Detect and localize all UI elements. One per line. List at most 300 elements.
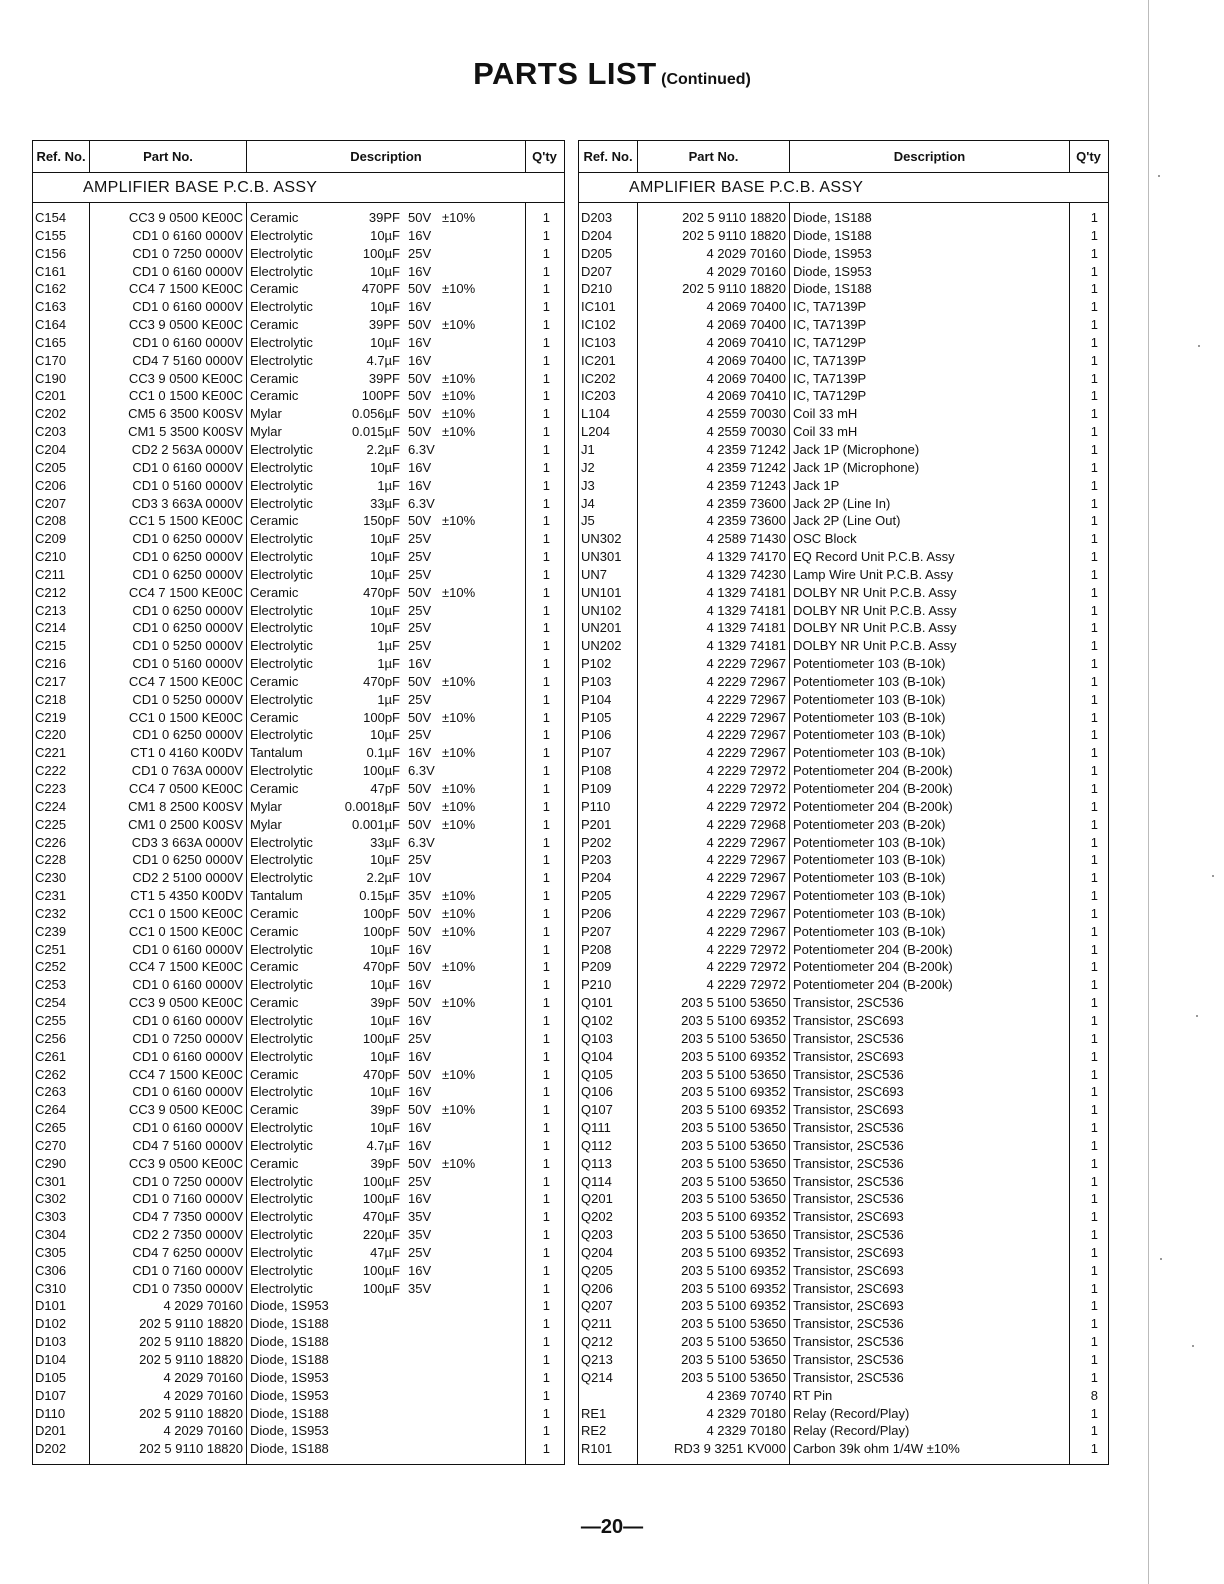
part-no-cell: RD3 9 3251 KV000: [673, 1441, 786, 1457]
description-cell: IC, TA7139P: [793, 317, 867, 333]
table-row: [33, 477, 564, 495]
description-cell: Transistor, 2SC536: [793, 1227, 904, 1243]
ref-cell: Q205: [581, 1262, 613, 1278]
part-no-cell: 4 2229 72968: [706, 816, 786, 832]
table-row: [33, 941, 564, 959]
qty-cell: 1: [542, 781, 550, 796]
parts-table-left: [32, 140, 565, 1465]
part-no-cell: 203 5 5100 53650: [681, 1227, 786, 1243]
desc-value: 100µF: [362, 763, 400, 779]
desc-value: 39pF: [370, 995, 400, 1011]
table-row: [33, 1315, 564, 1333]
desc-value: 0.015µF: [352, 424, 400, 440]
description-cell: Transistor, 2SC693: [793, 1298, 904, 1314]
qty-cell: 1: [1090, 477, 1098, 493]
description-cell: [246, 1048, 525, 1066]
desc-value: 0.1µF: [366, 745, 400, 761]
ref-cell: P107: [581, 745, 612, 761]
part-no-cell: 4 1329 74181: [706, 584, 786, 600]
qty-cell: 1: [542, 388, 550, 404]
ref-cell: Q103: [581, 1030, 613, 1046]
table-header: [33, 141, 564, 173]
description-cell: [246, 387, 525, 405]
desc-voltage: 50V: [408, 781, 432, 796]
ref-cell: Q213: [581, 1352, 613, 1367]
description-cell: Diode, 1S188: [793, 281, 872, 297]
part-no-cell: CD1 0 6160 0000V: [132, 299, 243, 315]
desc-type: Diode, 1S953: [250, 1387, 329, 1403]
description-cell: [246, 619, 525, 637]
description-cell: [246, 905, 525, 923]
qty-cell: 1: [1090, 1066, 1098, 1082]
ref-cell: R101: [581, 1441, 613, 1457]
table-row: [33, 816, 564, 834]
desc-tolerance: ±10%: [442, 1155, 476, 1171]
table-row: [579, 637, 1108, 655]
ref-cell: D204: [581, 227, 613, 243]
table-row: [579, 780, 1108, 798]
ref-cell: C156: [35, 245, 67, 261]
ref-cell: C210: [35, 549, 67, 565]
description-cell: DOLBY NR Unit P.C.B. Assy: [793, 638, 957, 654]
ref-cell: C306: [35, 1262, 67, 1278]
description-cell: [246, 227, 525, 245]
qty-cell: 1: [1090, 602, 1098, 618]
desc-voltage: 35V: [408, 1227, 432, 1243]
qty-cell: 1: [542, 1191, 550, 1207]
description-cell: Transistor, 2SC536: [793, 1173, 904, 1189]
desc-voltage: 25V: [408, 620, 432, 636]
table-row: [33, 619, 564, 637]
desc-voltage: 25V: [408, 852, 432, 868]
desc-value: 10µF: [370, 852, 400, 868]
ref-cell: C255: [35, 1012, 67, 1028]
qty-cell: 1: [542, 531, 550, 547]
description-cell: EQ Record Unit P.C.B. Assy: [793, 549, 955, 565]
description-cell: [246, 495, 525, 513]
part-no-cell: CD4 7 5160 0000V: [132, 352, 243, 368]
qty-cell: 1: [542, 1369, 550, 1385]
desc-value: 470PF: [361, 281, 400, 297]
description-cell: [246, 1119, 525, 1137]
part-no-cell: 4 2069 70400: [706, 317, 786, 333]
qty-cell: 1: [1090, 281, 1098, 297]
description-cell: Diode, 1S953: [793, 263, 872, 279]
description-cell: Potentiometer 204 (B-200k): [793, 977, 953, 993]
desc-value: 100pF: [363, 923, 400, 939]
qty-cell: 1: [1090, 1280, 1098, 1296]
ref-cell: C230: [35, 870, 67, 886]
desc-tolerance: ±10%: [442, 317, 476, 333]
margin-rule: [1148, 0, 1149, 1584]
desc-value: 33µF: [370, 834, 400, 850]
desc-type: Mylar: [250, 798, 282, 814]
desc-voltage: 50V: [408, 1102, 432, 1118]
part-no-cell: CC4 7 1500 KE00C: [128, 1066, 243, 1082]
table-row: [33, 1280, 564, 1298]
description-cell: Coil 33 mH: [793, 406, 858, 422]
part-no-cell: CC1 0 1500 KE00C: [128, 923, 243, 939]
desc-value: 1µF: [377, 656, 400, 672]
desc-tolerance: ±10%: [442, 281, 476, 297]
description-cell: Transistor, 2SC536: [793, 1030, 904, 1046]
description-cell: [246, 1405, 525, 1423]
description-cell: [246, 923, 525, 941]
table-row: [579, 887, 1108, 905]
table-row: [579, 1387, 1108, 1405]
qty-cell: 1: [1090, 1030, 1098, 1046]
scan-speck: [1198, 345, 1200, 347]
description-cell: Potentiometer 204 (B-200k): [793, 941, 953, 957]
ref-cell: P207: [581, 923, 612, 939]
desc-type: Electrolytic: [250, 1030, 313, 1046]
table-row: [33, 1119, 564, 1137]
desc-type: Electrolytic: [250, 1244, 313, 1260]
description-cell: Potentiometer 204 (B-200k): [793, 798, 953, 814]
table-row: [579, 1048, 1108, 1066]
ref-cell: C209: [35, 531, 67, 547]
desc-voltage: 50V: [408, 1155, 432, 1171]
description-cell: Potentiometer 103 (B-10k): [793, 870, 946, 886]
ref-cell: C253: [35, 977, 67, 993]
desc-type: Ceramic: [250, 959, 299, 975]
qty-cell: 1: [542, 1102, 550, 1118]
desc-type: Diode, 1S188: [250, 1441, 329, 1457]
table-row: [33, 1066, 564, 1084]
table-row: [33, 530, 564, 548]
table-row: [579, 1369, 1108, 1387]
table-row: [579, 762, 1108, 780]
desc-voltage: 6.3V: [408, 834, 435, 850]
description-cell: [246, 1137, 525, 1155]
part-no-cell: CD3 3 663A 0000V: [131, 495, 243, 511]
part-no-cell: CD1 0 6250 0000V: [132, 727, 243, 743]
title-suffix: (Continued): [661, 71, 751, 88]
part-no-cell: 4 2029 70160: [163, 1298, 243, 1314]
ref-cell: C261: [35, 1048, 67, 1064]
qty-cell: 1: [542, 673, 550, 689]
description-cell: [246, 1244, 525, 1262]
ref-cell: P110: [581, 798, 611, 814]
description-cell: Potentiometer 103 (B-10k): [793, 709, 946, 725]
part-no-cell: 4 2069 70400: [706, 352, 786, 368]
ref-cell: UN201: [581, 620, 622, 636]
desc-type: Electrolytic: [250, 1262, 313, 1278]
table-row: [579, 941, 1108, 959]
description-cell: IC, TA7129P: [793, 388, 867, 404]
desc-value: 10µF: [370, 549, 400, 565]
desc-value: 0.001µF: [352, 816, 400, 832]
desc-value: 470pF: [363, 584, 400, 600]
ref-cell: P210: [581, 977, 612, 993]
part-no-cell: 4 2029 70160: [163, 1387, 243, 1403]
desc-voltage: 25V: [408, 602, 432, 618]
part-no-cell: CD3 3 663A 0000V: [131, 834, 243, 850]
desc-value: 100pF: [363, 709, 400, 725]
table-row: [579, 958, 1108, 976]
desc-type: Diode, 1S188: [250, 1405, 329, 1421]
desc-type: Electrolytic: [250, 1012, 313, 1028]
part-no-cell: CC4 7 0500 KE00C: [128, 781, 243, 796]
table-row: [33, 495, 564, 513]
ref-cell: C214: [35, 620, 67, 636]
qty-cell: 1: [542, 406, 550, 422]
part-no-cell: 4 2069 70410: [706, 334, 786, 350]
desc-type: Electrolytic: [250, 1209, 313, 1225]
part-no-cell: 4 2029 70160: [163, 1423, 243, 1439]
description-cell: IC, TA7129P: [793, 334, 867, 350]
desc-value: 47µF: [370, 1244, 400, 1260]
desc-type: Electrolytic: [250, 531, 313, 547]
desc-voltage: 16V: [408, 1120, 432, 1136]
description-cell: Potentiometer 103 (B-10k): [793, 727, 946, 743]
qty-cell: 1: [542, 1316, 550, 1332]
qty-cell: 1: [542, 959, 550, 975]
part-no-cell: 203 5 5100 69352: [681, 1209, 786, 1225]
qty-cell: 1: [542, 1173, 550, 1189]
description-cell: [246, 958, 525, 976]
qty-cell: 1: [1090, 549, 1098, 565]
description-cell: [246, 1155, 525, 1173]
description-cell: [246, 1297, 525, 1315]
table-row: [579, 512, 1108, 530]
table-row: [579, 1137, 1108, 1155]
qty-cell: 1: [1090, 1191, 1098, 1207]
table-row: [33, 1369, 564, 1387]
ref-cell: P206: [581, 905, 612, 921]
ref-cell: C206: [35, 477, 67, 493]
table-row: [579, 834, 1108, 852]
qty-cell: 1: [542, 1280, 550, 1296]
part-no-cell: CD1 0 763A 0000V: [131, 763, 243, 779]
desc-type: Ceramic: [250, 388, 299, 404]
description-cell: [246, 209, 525, 227]
description-cell: [246, 1208, 525, 1226]
part-no-cell: CD1 0 6160 0000V: [132, 263, 243, 279]
ref-cell: C211: [35, 566, 66, 582]
qty-cell: 1: [1090, 1334, 1098, 1350]
part-no-cell: 4 2069 70410: [706, 388, 786, 404]
ref-cell: UN102: [581, 602, 622, 618]
ref-cell: D101: [35, 1298, 67, 1314]
ref-cell: UN301: [581, 549, 622, 565]
description-cell: Potentiometer 103 (B-10k): [793, 852, 946, 868]
description-cell: [246, 1083, 525, 1101]
table-row: [33, 1405, 564, 1423]
part-no-cell: 4 2329 70180: [706, 1405, 786, 1421]
desc-tolerance: ±10%: [442, 584, 476, 600]
table-row: [33, 923, 564, 941]
ref-cell: D207: [581, 263, 613, 279]
qty-cell: 1: [542, 1262, 550, 1278]
qty-cell: 1: [1090, 870, 1098, 886]
description-cell: Diode, 1S188: [793, 227, 872, 243]
desc-type: Electrolytic: [250, 441, 313, 457]
desc-value: 2.2µF: [366, 870, 400, 886]
part-no-cell: 4 2229 72967: [706, 923, 786, 939]
ref-cell: Q101: [581, 995, 613, 1011]
desc-tolerance: ±10%: [442, 745, 476, 761]
description-cell: Transistor, 2SC536: [793, 1316, 904, 1332]
description-cell: Potentiometer 204 (B-200k): [793, 781, 953, 796]
qty-cell: 1: [542, 566, 550, 582]
desc-tolerance: ±10%: [442, 513, 476, 529]
part-no-cell: CD1 0 6160 0000V: [132, 459, 243, 475]
desc-value: 39pF: [370, 1155, 400, 1171]
ref-cell: C265: [35, 1120, 67, 1136]
ref-cell: Q214: [581, 1369, 613, 1385]
table-row: [579, 263, 1108, 281]
desc-value: 10µF: [370, 602, 400, 618]
ref-cell: C262: [35, 1066, 67, 1082]
description-cell: IC, TA7139P: [793, 352, 867, 368]
description-cell: Potentiometer 103 (B-10k): [793, 834, 946, 850]
qty-cell: 1: [542, 870, 550, 886]
qty-cell: 1: [1090, 352, 1098, 368]
part-no-cell: 202 5 9110 18820: [139, 1441, 243, 1457]
description-cell: Transistor, 2SC536: [793, 1066, 904, 1082]
qty-cell: 1: [1090, 566, 1098, 582]
description-cell: [246, 780, 525, 798]
desc-value: 39PF: [368, 317, 400, 333]
part-no-cell: 4 2029 70160: [706, 245, 786, 261]
description-cell: [246, 1280, 525, 1298]
description-cell: Transistor, 2SC536: [793, 1369, 904, 1385]
part-no-cell: CC3 9 0500 KE00C: [128, 317, 243, 333]
desc-value: 10µF: [370, 459, 400, 475]
desc-tolerance: ±10%: [442, 709, 476, 725]
ref-cell: D105: [35, 1369, 67, 1385]
description-cell: DOLBY NR Unit P.C.B. Assy: [793, 584, 957, 600]
qty-cell: 1: [1090, 798, 1098, 814]
table-row: [33, 1173, 564, 1191]
part-no-cell: CD1 0 6250 0000V: [132, 852, 243, 868]
desc-type: Electrolytic: [250, 977, 313, 993]
desc-value: 100µF: [362, 1173, 400, 1189]
desc-type: Ceramic: [250, 995, 299, 1011]
ref-cell: C201: [35, 388, 67, 404]
part-no-cell: 203 5 5100 69352: [681, 1280, 786, 1296]
table-header: [579, 141, 1108, 173]
desc-voltage: 50V: [408, 424, 432, 440]
description-cell: [246, 1101, 525, 1119]
table-row: [579, 1190, 1108, 1208]
ref-cell: Q102: [581, 1012, 613, 1028]
qty-cell: 1: [542, 1441, 550, 1457]
table-row: [33, 655, 564, 673]
desc-value: 10µF: [370, 531, 400, 547]
ref-cell: IC101: [581, 299, 616, 315]
qty-cell: 1: [1090, 1155, 1098, 1171]
desc-voltage: 10V: [408, 870, 432, 886]
desc-tolerance: ±10%: [442, 1066, 476, 1082]
desc-value: 10µF: [370, 299, 400, 315]
page-title: [0, 56, 1224, 92]
desc-voltage: 25V: [408, 566, 432, 582]
ref-cell: C251: [35, 941, 67, 957]
desc-type: Electrolytic: [250, 299, 313, 315]
table-row: [33, 726, 564, 744]
ref-cell: C202: [35, 406, 67, 422]
desc-type: Ceramic: [250, 1102, 299, 1118]
part-no-cell: 4 2229 72967: [706, 673, 786, 689]
table-row: [33, 209, 564, 227]
desc-type: Mylar: [250, 424, 282, 440]
table-row: [33, 994, 564, 1012]
description-cell: [246, 709, 525, 727]
ref-cell: D210: [581, 281, 613, 297]
ref-cell: IC203: [581, 388, 616, 404]
desc-voltage: 25V: [408, 1030, 432, 1046]
page-number: —20—: [580, 1516, 644, 1538]
ref-cell: C252: [35, 959, 67, 975]
table-row: [33, 1244, 564, 1262]
ref-cell: IC201: [581, 352, 616, 368]
ref-cell: P203: [581, 852, 612, 868]
description-cell: DOLBY NR Unit P.C.B. Assy: [793, 620, 957, 636]
column-divider: [525, 203, 526, 1464]
table-row: [33, 762, 564, 780]
part-no-cell: CC1 0 1500 KE00C: [128, 388, 243, 404]
description-cell: [246, 1369, 525, 1387]
ref-cell: C304: [35, 1227, 67, 1243]
qty-cell: 1: [542, 709, 550, 725]
part-no-cell: 203 5 5100 69352: [681, 1102, 786, 1118]
ref-cell: D205: [581, 245, 613, 261]
table-row: [33, 1208, 564, 1226]
desc-type: Diode, 1S953: [250, 1298, 329, 1314]
part-no-cell: 4 2069 70400: [706, 299, 786, 315]
desc-voltage: 16V: [408, 263, 432, 279]
desc-type: Electrolytic: [250, 1084, 313, 1100]
qty-cell: 1: [1090, 816, 1098, 832]
part-no-cell: 203 5 5100 69352: [681, 1012, 786, 1028]
desc-voltage: 50V: [408, 1066, 432, 1082]
qty-cell: 1: [542, 424, 550, 440]
table-row: [579, 691, 1108, 709]
qty-cell: 1: [542, 1405, 550, 1421]
desc-value: 47pF: [370, 781, 400, 796]
part-no-cell: CM5 6 3500 K00SV: [128, 406, 243, 422]
part-no-cell: CC3 9 0500 KE00C: [128, 1102, 243, 1118]
table-row: [33, 352, 564, 370]
desc-voltage: 50V: [408, 798, 432, 814]
qty-cell: 1: [542, 370, 550, 386]
table-row: [33, 370, 564, 388]
table-row: [579, 530, 1108, 548]
description-cell: Jack 2P (Line In): [793, 495, 891, 511]
description-cell: Transistor, 2SC693: [793, 1262, 904, 1278]
desc-type: Diode, 1S953: [250, 1369, 329, 1385]
part-no-cell: CD1 0 7250 0000V: [132, 1030, 243, 1046]
desc-type: Electrolytic: [250, 459, 313, 475]
table-row: [33, 1387, 564, 1405]
header-desc: Description: [790, 141, 1070, 172]
part-no-cell: CD1 0 6160 0000V: [132, 227, 243, 243]
part-no-cell: 4 1329 74170: [706, 549, 786, 565]
table-row: [579, 619, 1108, 637]
qty-cell: 1: [1090, 1209, 1098, 1225]
ref-cell: P209: [581, 959, 612, 975]
part-no-cell: CD1 0 6160 0000V: [132, 1120, 243, 1136]
table-row: [33, 834, 564, 852]
qty-cell: 1: [1090, 673, 1098, 689]
description-cell: Transistor, 2SC536: [793, 1191, 904, 1207]
ref-cell: C223: [35, 781, 67, 796]
table-row: [579, 994, 1108, 1012]
ref-cell: P103: [581, 673, 612, 689]
table-row: [579, 334, 1108, 352]
